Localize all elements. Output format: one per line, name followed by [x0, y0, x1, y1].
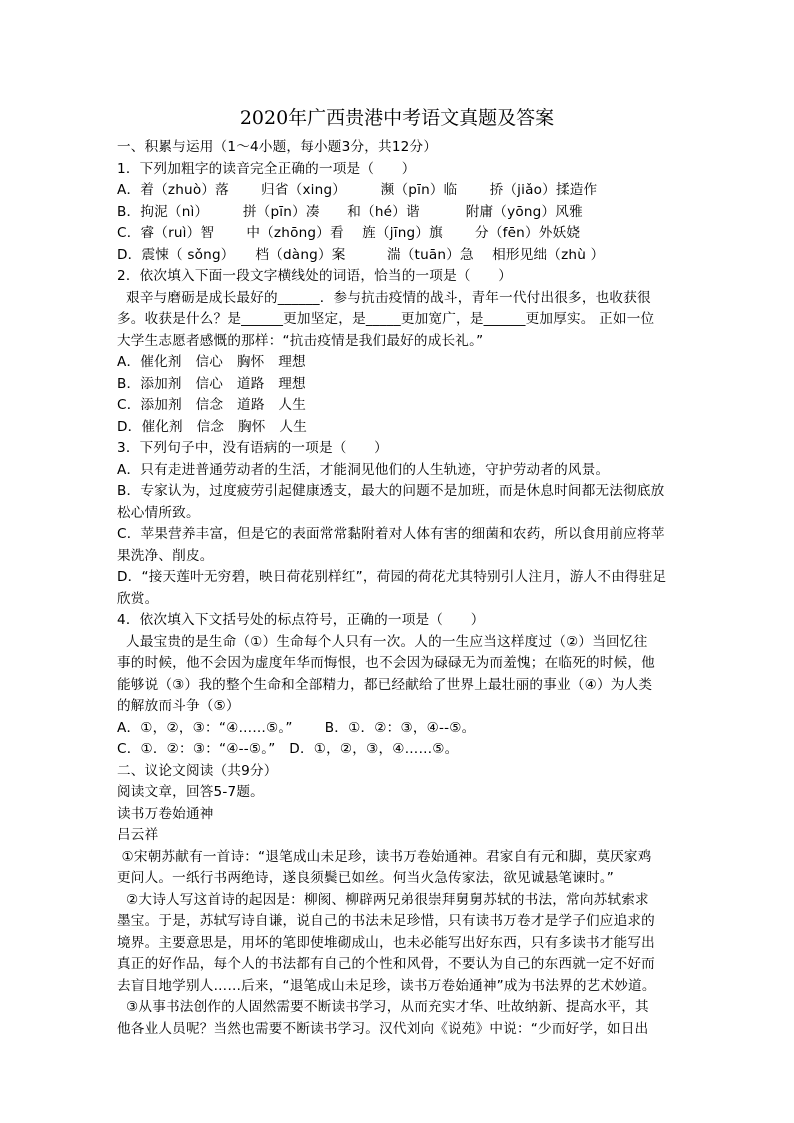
text-line: 松心情所致。 [117, 504, 200, 521]
text-line: 4．依次填入下文括号处的标点符号，正确的一项是（ ） [117, 612, 485, 628]
text-line: B．专家认为，过度疲劳引起健康透支，最大的问题不是加班，而是休息时间都无法彻底放 [117, 483, 665, 499]
text-line: 读书万卷始通神 [117, 805, 214, 822]
text-line: C．苹果营养丰富，但是它的表面常常黏附着对人体有害的细菌和农药，所以食用前应将苹 [117, 526, 665, 542]
text-line: D．震悚（ sǒng） 档（dàng）案 湍（tuān）急 相形见绌（zhù ） [117, 246, 605, 263]
text-line: 欣赏。 [117, 590, 159, 607]
document-title: 2020年广西贵港中考语文真题及答案 [239, 107, 555, 129]
text-line: 二、议论文阅读（共9分） [117, 762, 278, 779]
text-line: 真正的好作品，每个人的书法都有自己的个性和风骨，不要认为自己的东西就一定不好而 [117, 956, 655, 972]
text-line: 他各业人员呢？当然也需要不断读书学习。汉代刘向《说苑》中说：“少而好学，如日出 [117, 1020, 649, 1037]
text-line: 人最宝贵的是生命（①）生命每个人只有一次。人的一生应当这样度过（②）当回忆往 [117, 633, 648, 650]
text-line: B．拘泥（nì） 拼（pīn）凑 和（hé）谐 附庸（yōng）风雅 [117, 203, 583, 220]
text-line: 阅读文章，回答5-7题。 [117, 784, 264, 800]
text-line: 一、积累与运用（1～4小题，每小题3分，共12分） [117, 139, 438, 155]
text-line: 能够说（③）我的整个生命和全部精力，都已经献给了世界上最壮丽的事业（④）为人类 [117, 676, 653, 693]
text-line: 1．下列加粗字的读音完全正确的一项是（ ） [117, 160, 416, 177]
text-line: ③从事书法创作的人固然需要不断读书学习，从而充实才华、吐故纳新、提高水平，其 [117, 999, 649, 1015]
text-line: 果洗净、削皮。 [117, 547, 214, 564]
text-line: 境界。主要意思是，用坏的笔即使堆砌成山，也未必能写出好东西，只有多读书才能写出 [117, 934, 655, 951]
text-line: ②大诗人写这首诗的起因是：柳阂、柳辟两兄弟很崇拜舅舅苏轼的书法，常向苏轼索求 [117, 891, 649, 908]
text-line: D．“接天莲叶无穷碧，映日荷花别样红”，荷园的荷花尤其特别引人注月，游人不由得驻足 [117, 569, 667, 585]
text-line: 去盲目地学别人……后来，“退笔成山未足珍，读书万卷始通神”成为书法界的艺术妙道。 [117, 977, 656, 994]
text-line: 艰辛与磨砺是成长最好的______．参与抗击疫情的战斗，青年一代付出很多，也收获很 [117, 289, 651, 306]
text-line: 多。收获是什么？是______更加坚定，是_____更加宽广，是______更加厚实。 正如一位 [117, 311, 655, 327]
text-line: 2．依次填入下面一段文字横线处的词语，恰当的一项是（ ） [117, 268, 513, 284]
text-line: C．睿（ruì）智 中（zhōng）看 旌（jīng）旗 分（fēn）外妖娆 [117, 225, 581, 241]
text-line: 的解放而斗争（⑤） [117, 698, 240, 714]
text-line: 更问人。一纸行书两绝诗，遂良须鬓已如丝。何当火急传家法，欲见诚悬笔谏时。” [117, 870, 615, 886]
text-line: 墨宝。于是，苏轼写诗自谦，说自己的书法未足珍惜，只有读书万卷才是学子们应追求的 [117, 913, 655, 929]
text-line: 吕云祥 [117, 827, 159, 843]
text-line: A．催化剂 信心 胸怀 理想 [117, 354, 306, 370]
text-line: 事的时候，他不会因为虚度年华而悔恨，也不会因为碌碌无为而羞愧；在临死的时候，他 [117, 655, 655, 671]
text-line: A．①，②，③：“④……⑤。” B．①．②：③，④--⑤。 [117, 719, 476, 736]
text-line: A．着（zhuò）落 归省（xing） 濒（pīn）临 挢（jiǎo）揉造作 [117, 182, 598, 198]
text-line: ①宋朝苏献有一首诗：“退笔成山未足珍，读书万卷始通神。君家自有元和脚，莫厌家鸡 [117, 848, 652, 865]
text-line: A．只有走进普通劳动者的生活，才能洞见他们的人生轨迹，守护劳动者的风景。 [117, 461, 610, 478]
text-line: B．添加剂 信心 道路 理想 [117, 375, 306, 392]
text-line: 大学生志愿者感慨的那样：“抗击疫情是我们最好的成长礼。” [117, 332, 484, 349]
text-line: C．①．②：③：“④--⑤。” D．①，②，③，④……⑤。 [117, 741, 459, 757]
text-line: 3．下列句子中，没有语病的一项是（ ） [117, 440, 388, 456]
text-line: D．催化剂 信念 胸怀 人生 [117, 418, 307, 435]
document-body [117, 137, 687, 1040]
text-line: C．添加剂 信念 道路 人生 [117, 397, 307, 413]
